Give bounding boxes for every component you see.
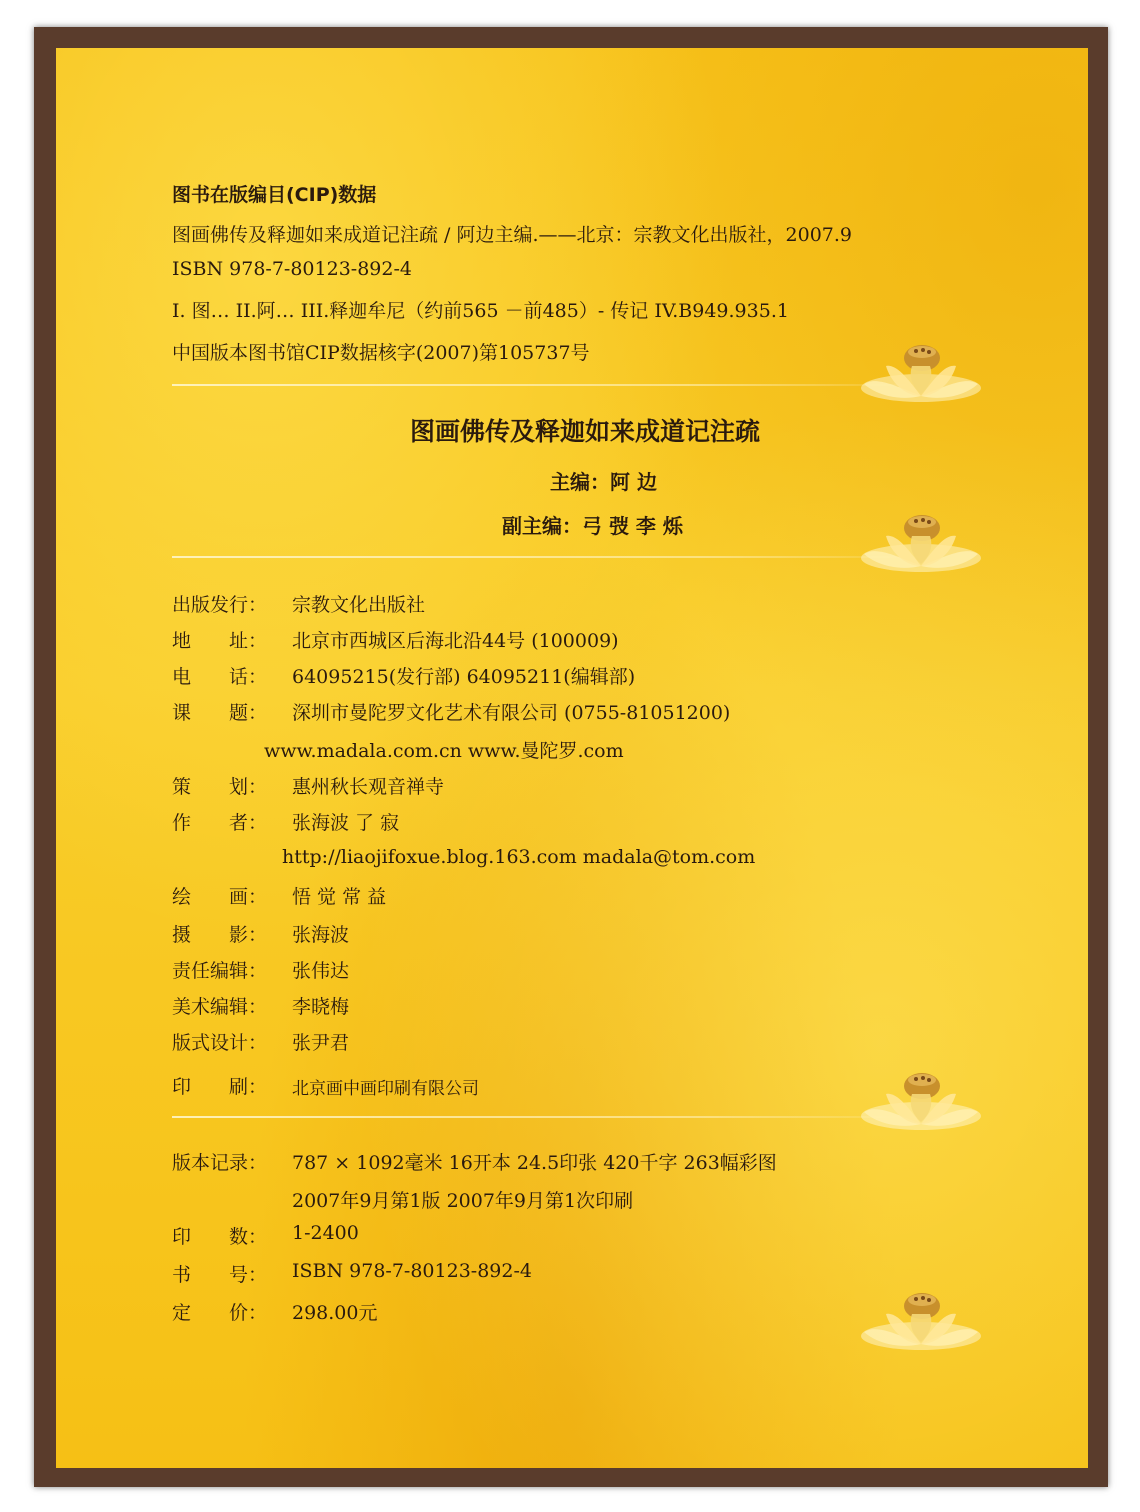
value-publisher: 宗教文化出版社 <box>292 594 426 616</box>
label-phone: 电 话： <box>172 666 268 688</box>
value-websites: www.madala.com.cn www.曼陀罗.com <box>264 740 624 762</box>
cip-line-title: 图画佛传及释迦如来成道记注疏 / 阿边主编.——北京：宗教文化出版社，2007.9 <box>172 224 853 246</box>
divider <box>172 384 932 386</box>
value-blog-email: http://liaojifoxue.blog.163.com madala@tom.com <box>282 846 756 868</box>
label-project: 课 题： <box>172 702 268 724</box>
value-printing: 北京画中画印刷有限公司 <box>292 1079 479 1099</box>
label-planning: 策 划： <box>172 776 268 798</box>
label-price: 定 价： <box>172 1302 268 1324</box>
value-phone: 64095215(发行部) 64095211(编辑部) <box>292 666 636 688</box>
value-book-number: ISBN 978-7-80123-892-4 <box>292 1260 532 1282</box>
cip-line-record: 中国版本图书馆CIP数据核字(2007)第105737号 <box>172 342 590 364</box>
value-price: 298.00元 <box>292 1302 378 1324</box>
deputy-editor: 副主编：弓 弢 李 烁 <box>502 514 683 538</box>
value-author: 张海波 了 寂 <box>292 812 400 834</box>
value-print-run: 1-2400 <box>292 1222 359 1244</box>
lotus-icon <box>856 496 986 586</box>
value-responsible-editor: 张伟达 <box>292 960 350 982</box>
value-address: 北京市西城区后海北沿44号 (100009) <box>292 630 619 652</box>
cip-line-classification: I. 图… II.阿… III.释迦牟尼（约前565 －前485）- 传记 IV.B949.935.1 <box>172 300 789 322</box>
value-painting: 悟 觉 常 益 <box>292 886 387 908</box>
label-edition-record: 版本记录： <box>172 1152 268 1174</box>
value-photography: 张海波 <box>292 924 350 946</box>
label-address: 地 址： <box>172 630 268 652</box>
divider <box>172 556 932 558</box>
cip-heading: 图书在版编目(CIP)数据 <box>172 184 377 206</box>
lotus-icon <box>856 1274 986 1364</box>
chief-editor: 主编：阿 边 <box>550 470 657 494</box>
value-layout-design: 张尹君 <box>292 1032 350 1054</box>
label-author: 作 者： <box>172 812 268 834</box>
label-printing: 印 刷： <box>172 1076 268 1098</box>
label-photography: 摄 影： <box>172 924 268 946</box>
value-art-editor: 李晓梅 <box>292 996 350 1018</box>
value-project: 深圳市曼陀罗文化艺术有限公司 (0755-81051200) <box>292 702 731 724</box>
value-planning: 惠州秋长观音禅寺 <box>292 776 445 798</box>
label-painting: 绘 画： <box>172 886 268 908</box>
book-title: 图画佛传及释迦如来成道记注疏 <box>410 417 761 446</box>
book-page <box>56 48 1088 1468</box>
lotus-icon <box>856 1054 986 1144</box>
lotus-icon <box>856 326 986 416</box>
label-print-run: 印 数： <box>172 1226 268 1248</box>
divider <box>172 1116 932 1118</box>
label-book-number: 书 号： <box>172 1264 268 1286</box>
label-art-editor: 美术编辑： <box>172 996 268 1018</box>
label-responsible-editor: 责任编辑： <box>172 960 268 982</box>
cip-line-isbn: ISBN 978-7-80123-892-4 <box>172 258 412 280</box>
label-publisher: 出版发行： <box>172 594 268 616</box>
value-edition-record: 787 × 1092毫米 16开本 24.5印张 420千字 263幅彩图 <box>292 1152 777 1174</box>
value-edition-dates: 2007年9月第1版 2007年9月第1次印刷 <box>292 1190 634 1212</box>
label-layout-design: 版式设计： <box>172 1032 268 1054</box>
